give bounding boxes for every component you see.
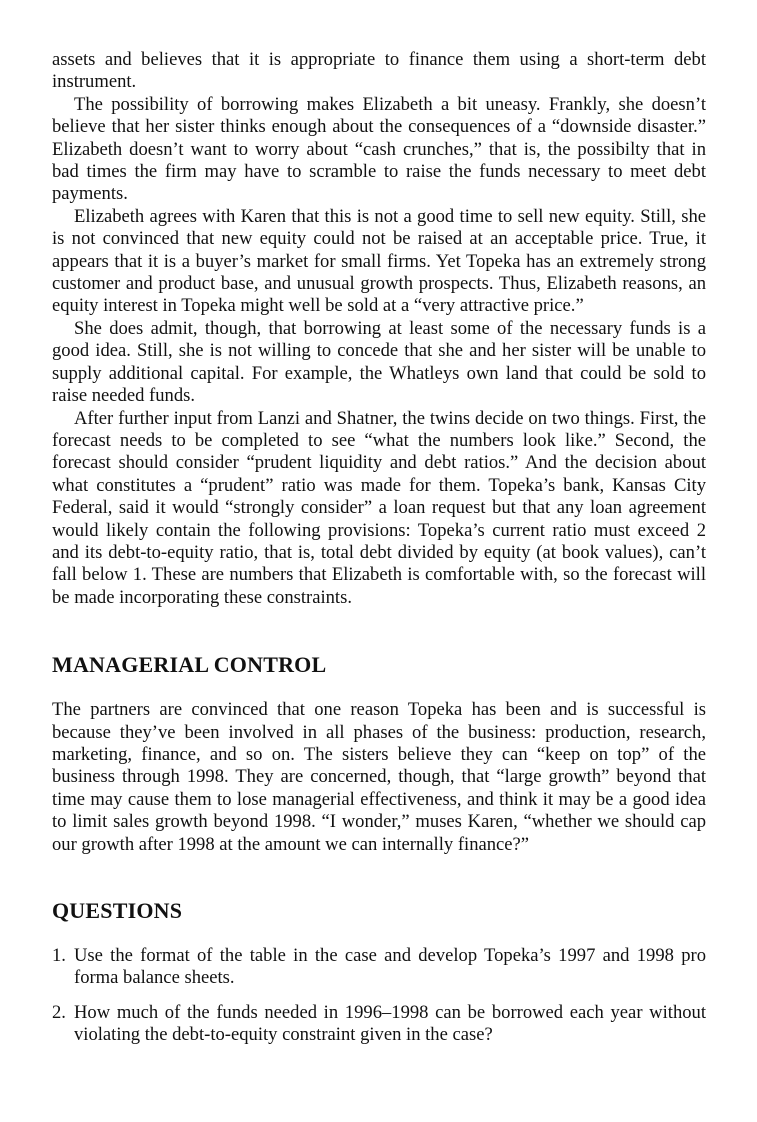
paragraph-borrowing-admission: She does admit, though, that borrowing at least some of the necessary funds is a good idea. Still, she is not willing to concede that she and her sister will be unable to supply additional capital. For example, the Whatleys own land that could be sold to raise needed funds. bbox=[52, 317, 706, 407]
questions-heading: QUESTIONS bbox=[52, 898, 183, 923]
question-text: Use the format of the table in the case and develop Topeka’s 1997 and 1998 pro forma balance sheets. bbox=[74, 945, 706, 989]
managerial-control-section bbox=[52, 652, 706, 856]
question-number: 1. bbox=[52, 945, 66, 966]
question-text: How much of the funds needed in 1996–1998 can be borrowed each year without violating the debt-to-equity constraint given in the case? bbox=[74, 1001, 706, 1046]
paragraph-borrowing-concern: The possibility of borrowing makes Elizabeth a bit uneasy. Frankly, she doesn’t believe that her sister thinks enough about the consequences of a “downside disaster.” Elizabeth doesn’t want to worry about “cash crunches,” that is, the possibilty that in bad times the firm may have to scramble to raise the funds necessary to meet debt payments. bbox=[52, 93, 706, 205]
question-number: 2. bbox=[52, 1001, 66, 1023]
intro-section bbox=[52, 49, 706, 609]
managerial-control-paragraph: The partners are convinced that one reason Topeka has been and is successful is because they’ve been involved in all phases of the business: production, research, marketing, finance, and so on. The sisters believe they can “keep on top” of the business through 1998. They are concerned, though, that “large growth” beyond that time may cause them to lose managerial effectiveness, and think it may be a good idea to limit sales growth beyond 1998. “I wonder,” muses Karen, “whether we should cap our growth after 1998 at the amount we can internally finance?” bbox=[52, 699, 706, 855]
document-page bbox=[52, 49, 706, 1059]
questions-list bbox=[52, 945, 706, 1047]
question-item bbox=[52, 1002, 706, 1047]
paragraph-forecast-decision: After further input from Lanzi and Shatner, the twins decide on two things. First, the forecast needs to be completed to see “what the numbers look like.” Second, the forecast should consider “prudent liquidity and debt ratios.” And the decision about what constitutes a “prudent” ratio was made for them. Topeka’s bank, Kansas City Federal, said it would “strongly consider” a loan request but that any loan agreement would likely contain the following provisions: Topeka’s current ratio must exceed 2 and its debt-to-equity ratio, that is, total debt divided by equity (at book values), can’t fall below 1. These are numbers that Elizabeth is comfortable with, so the forecast will be made incorporating these constraints. bbox=[52, 407, 706, 608]
question-item bbox=[52, 945, 706, 990]
paragraph-continued: assets and believes that it is appropriate to finance them using a short-term debt instrument. bbox=[52, 49, 706, 93]
questions-section bbox=[52, 898, 706, 1047]
paragraph-equity: Elizabeth agrees with Karen that this is not a good time to sell new equity. Still, she is not convinced that new equity could not be raised at an acceptable price. True, it appears that it is a buyer’s market for small firms. Yet Topeka has an extremely strong customer and product base, and unusual growth prospects. Thus, Elizabeth reasons, an equity interest in Topeka might well be sold at a “very attractive price.” bbox=[52, 205, 706, 317]
managerial-control-heading: MANAGERIAL CONTROL bbox=[52, 652, 327, 678]
